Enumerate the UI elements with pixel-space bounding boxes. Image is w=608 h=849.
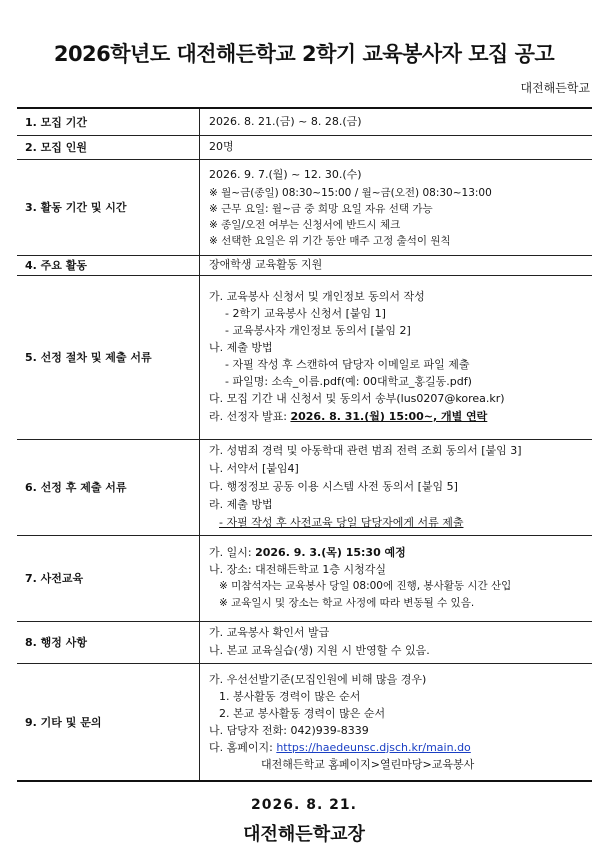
note-line: ※ 선택한 요일은 위 기간 동안 매주 고정 출석이 원칙 (209, 234, 451, 247)
row-content (200, 255, 593, 275)
table-row (17, 663, 592, 781)
note-line: ※ 월~금(종일) 08:30~15:00 / 월~금(오전) 08:30~13:00 (209, 186, 492, 199)
row-content (200, 621, 593, 663)
content-line: 2026. 8. 21.(금) ~ 8. 28.(금) (209, 115, 362, 128)
homepage-link[interactable]: https://haedeunsc.djsch.kr/main.do (276, 740, 471, 754)
table-row (17, 439, 592, 535)
content-line: 1. 봉사활동 경력이 많은 순서 (219, 689, 361, 703)
content-line: - 2학기 교육봉사 신청서 [붙임 1] (225, 307, 386, 320)
announcement-label: 라. 선정자 발표: (209, 410, 291, 423)
content-line: ※ 미참석자는 교육봉사 당일 08:00에 진행, 봉사활동 시간 산입 (219, 580, 512, 592)
row-content (200, 663, 593, 781)
content-line: 나. 담당자 전화: 042)939-8339 (209, 723, 369, 737)
table-row (17, 108, 592, 135)
table-row (17, 621, 592, 663)
row-content (200, 439, 593, 535)
content-line: - 자필 작성 후 스캔하여 담당자 이메일로 파일 제출 (225, 358, 470, 371)
content-line: - 교육봉사자 개인정보 동의서 [붙임 2] (225, 324, 411, 337)
content-line (209, 407, 592, 426)
table-row (17, 135, 592, 159)
notice-table (17, 107, 592, 782)
row-label: 7. 사전교육 (17, 535, 200, 621)
row-label: 3. 활동 기간 및 시간 (17, 159, 200, 255)
note-line: ※ 종일/오전 여부는 신청서에 반드시 체크 (209, 218, 401, 231)
row-label: 5. 선정 절차 및 제출 서류 (17, 275, 200, 439)
schedule-date: 2026. 9. 3.(목) 15:30 예정 (255, 546, 406, 559)
notice-title: 2026학년도 대전해든학교 2학기 교육봉사자 모집 공고 (53, 42, 555, 66)
content-line: 가. 성범죄 경력 및 아동학대 관련 범죄 전력 조회 동의서 [붙임 3] (209, 444, 522, 457)
table-row (17, 159, 592, 255)
content-line: 대전해든학교 홈페이지>열린마당>교육봉사 (261, 757, 475, 771)
content-line: 나. 서약서 [붙임4] (209, 462, 299, 475)
row-content (200, 159, 593, 255)
content-line: 다. 행정정보 공동 이용 시스템 사전 동의서 [붙임 5] (209, 480, 458, 493)
issuer-signature: 대전해든학교장 (243, 824, 365, 845)
content-line: 나. 장소: 대전해든학교 1층 시청각실 (209, 563, 386, 576)
table-row (17, 255, 592, 275)
content-line: 나. 제출 방법 (209, 341, 273, 354)
organization-name: 대전해든학교 (520, 81, 590, 95)
table-row (17, 535, 592, 621)
content-line: 라. 제출 방법 (209, 498, 273, 511)
row-content (200, 275, 593, 439)
content-line: 나. 본교 교육실습(생) 지원 시 반영할 수 있음. (209, 644, 430, 657)
content-line (209, 544, 592, 561)
row-label: 4. 주요 활동 (17, 255, 200, 275)
row-content (200, 535, 593, 621)
content-line (209, 739, 592, 756)
homepage-label: 다. 홈페이지: (209, 740, 277, 754)
content-line: 2. 본교 봉사활동 경력이 많은 순서 (219, 706, 386, 720)
schedule-label: 가. 일시: (209, 546, 256, 559)
row-label: 8. 행정 사항 (17, 621, 200, 663)
announcement-date: 2026. 8. 31.(월) 15:00~, 개별 연락 (290, 410, 488, 423)
row-content (200, 135, 593, 159)
content-line: 가. 교육봉사 신청서 및 개인정보 동의서 작성 (209, 290, 425, 303)
content-line: 가. 교육봉사 확인서 발급 (209, 626, 330, 639)
row-label: 1. 모집 기간 (17, 108, 200, 135)
notice-date: 2026. 8. 21. (251, 797, 357, 813)
table-row (17, 275, 592, 439)
content-line: 장애학생 교육활동 지원 (209, 258, 323, 271)
content-line: 다. 모집 기간 내 신청서 및 동의서 송부(lus0207@korea.kr) (209, 392, 505, 405)
content-line: ※ 교육일시 및 장소는 학교 사정에 따라 변동될 수 있음. (219, 597, 475, 609)
content-line: - 자필 작성 후 사전교육 당일 담당자에게 서류 제출 (219, 516, 464, 529)
row-label: 6. 선정 후 제출 서류 (17, 439, 200, 535)
note-line: ※ 근무 요일: 월~금 중 희망 요일 자유 선택 가능 (209, 202, 433, 215)
content-line: - 파일명: 소속_이름.pdf(예: 00대학교_홍길동.pdf) (225, 375, 472, 388)
row-content (200, 108, 593, 135)
row-label: 2. 모집 인원 (17, 135, 200, 159)
content-line: 20명 (209, 140, 234, 154)
content-line: 2026. 9. 7.(월) ~ 12. 30.(수) (209, 168, 362, 182)
content-line: 가. 우선선발기준(모집인원에 비해 많을 경우) (209, 672, 427, 686)
row-label: 9. 기타 및 문의 (17, 663, 200, 781)
